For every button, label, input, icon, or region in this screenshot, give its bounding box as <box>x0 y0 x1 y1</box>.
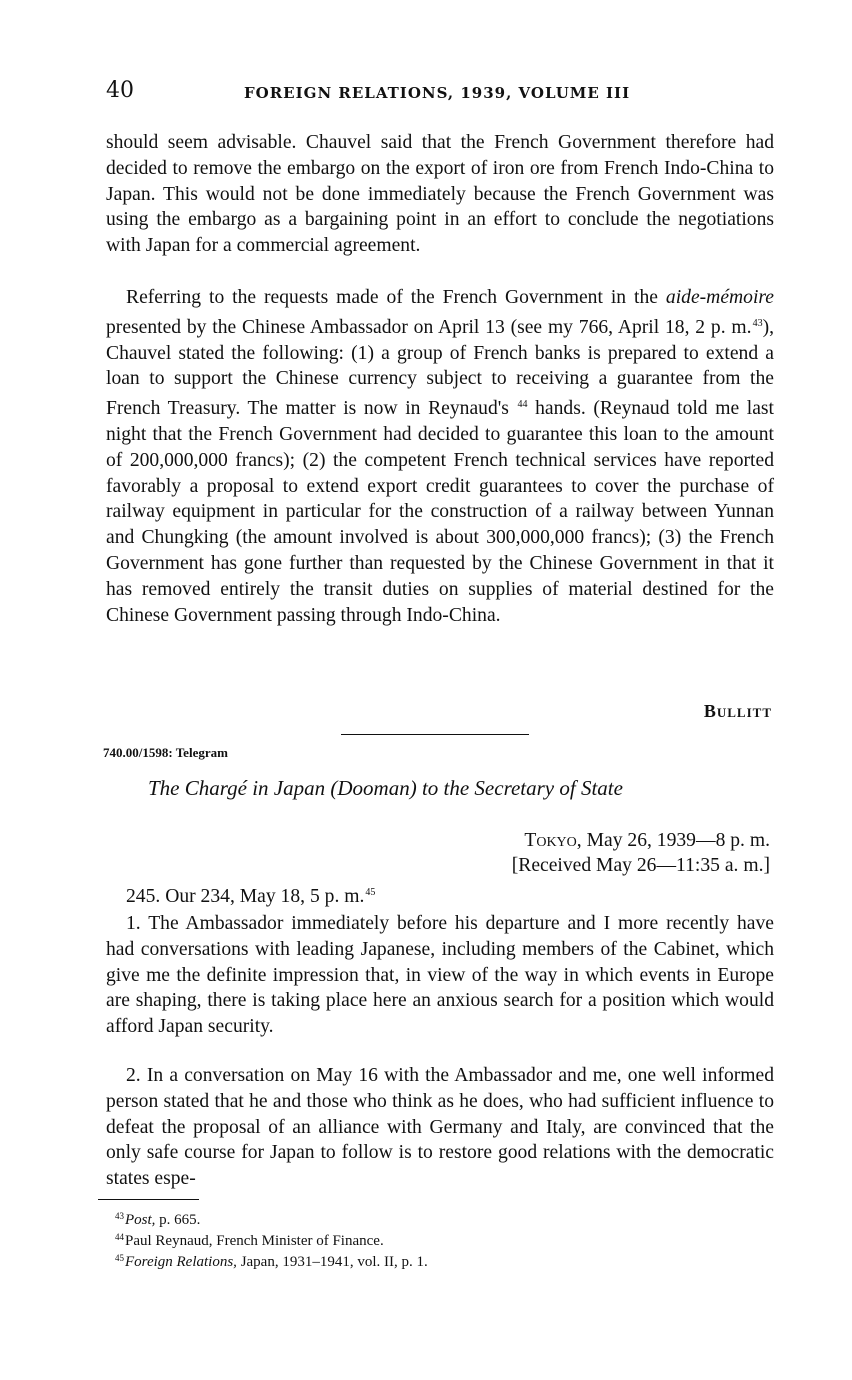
footnote-mark: 44 <box>115 1232 124 1242</box>
page-number: 40 <box>106 78 134 103</box>
footnote-italic: Foreign Relations, <box>125 1254 237 1270</box>
paragraph-text: 245. Our 234, May 18, 5 p. m. <box>126 886 365 907</box>
footnote-italic: Post, <box>125 1212 156 1228</box>
footnote-rule <box>98 1199 199 1200</box>
footnote <box>115 1250 428 1271</box>
paragraph-continuation: should seem advisable. Chauvel said that the French Government therefore had decided to remove the embargo on the export of iron ore from French Indo-China to Japan. This would not be done immediately because the French Government was using the embargo as a bargaining point in an effort to conclude the negotiations with Japan for a commercial agreement. <box>106 132 774 257</box>
footnote-ref: 45 <box>365 887 376 898</box>
running-head: FOREIGN RELATIONS, 1939, VOLUME III <box>244 84 631 102</box>
paragraph-text: Referring to the requests made of the French Government in the <box>126 287 658 308</box>
telegram-number <box>106 880 774 910</box>
footnote-ref: 44 <box>517 399 528 411</box>
paragraph-point-2: 2. In a conversation on May 16 with the Ambassador and me, one well informed person stated that he and those who think as he does, who had sufficient influence to defeat the proposal of an alliance with Germany and Italy, are convinced that the only safe course for Japan to follow is to restore good relations with the democratic states espe- <box>106 1065 774 1190</box>
dateline-date: , May 26, 1939—8 p. m. <box>576 830 770 851</box>
paragraph-text: presented by the Chinese Ambassador on April 13 (see my 766, April 18, 2 p. m. <box>106 316 752 338</box>
paragraph-point-1: 1. The Ambassador immediately before his departure and I more recently have had conversations with leading Japanese, including members of the Cabinet, which give me the definite impression that, in view of the way in which events in Europe are shaping, there is taking place here an anxious search for a position which would afford Japan security. <box>106 913 774 1038</box>
document-title: The Chargé in Japan (Dooman) to the Secretary of State <box>148 776 623 800</box>
section-divider <box>341 734 529 735</box>
paragraph-text: ), Chauvel stated the following: (1) a group of French banks is prepared to extend a loan to support the Chinese currency subject to receiving a guarantee from the French Treasury. The matter is now in Reynaud's <box>106 316 774 420</box>
page-header <box>106 78 776 110</box>
dateline-sent <box>512 828 770 853</box>
footnote-ref: 43 <box>752 317 763 329</box>
signature: Bullitt <box>703 701 772 721</box>
footnotes <box>115 1208 428 1271</box>
footnote <box>115 1229 428 1250</box>
italic-term: aide-mémoire <box>665 287 774 308</box>
paragraph-text: hands. (Reynaud told me last night that the French Government had decided to guarantee this loan to the amount of 200,000,000 francs); (2) the competent French technical services have reported favorably a proposal to extend export credit guarantees to cover the purchase of railway equipment in particular for the construction of a railway between Yunnan and Chungking (the amount involved is about 300,000,000 francs); (3) the French Government has gone further than requested by the Chinese Government in that it has removed entirely the transit duties on supplies of material destined for the Chinese Government passing through Indo-China. <box>106 398 774 626</box>
footnote-text: Paul Reynaud, French Minister of Finance. <box>125 1233 384 1249</box>
paragraph-requests <box>106 285 774 628</box>
dateline <box>512 828 770 878</box>
file-reference: 740.00/1598: Telegram <box>103 745 228 760</box>
footnote-mark: 45 <box>115 1253 124 1263</box>
footnote-text: p. 665. <box>155 1212 201 1228</box>
dateline-received: [Received May 26—11:35 a. m.] <box>511 855 770 876</box>
dateline-place: Tokyo <box>524 830 577 851</box>
footnote-mark: 43 <box>115 1211 124 1221</box>
footnote-text: Japan, 1931–1941, vol. II, p. 1. <box>236 1254 428 1270</box>
footnote <box>115 1208 428 1229</box>
